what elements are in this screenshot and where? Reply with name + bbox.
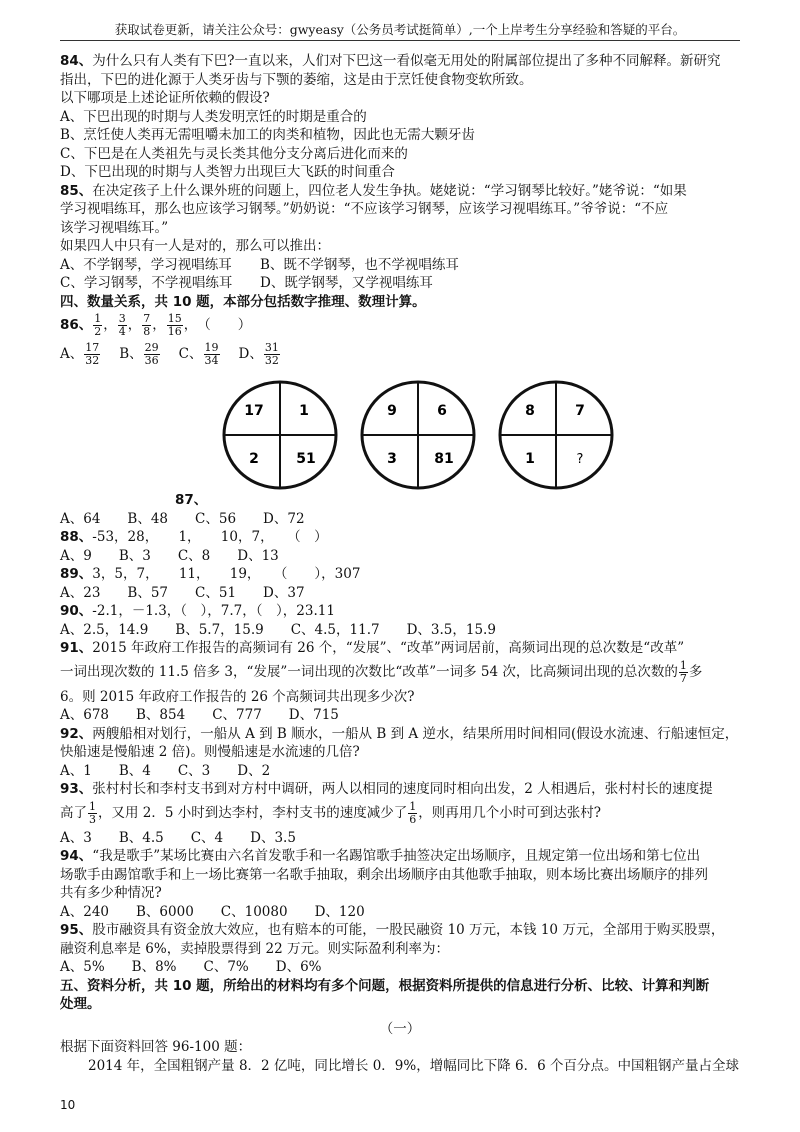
q92-stem2: 快船速是慢船速 2 倍)。则慢船速是水流速的几倍? <box>60 744 360 760</box>
q95-line1 <box>60 921 740 940</box>
section-5-title-line1: 五、资料分析，共 10 题，所给出的材料均有多个问题，根据资料所提供的信息进行分析、比较、计算和判断 <box>60 977 710 994</box>
q85-option-c: C、学习钢琴，不学视唱练耳 <box>60 275 233 291</box>
q86-seq-1: $\frac{1}{2}$ <box>94 311 102 338</box>
section-5-title-line2: 处理。 <box>60 996 101 1012</box>
q92-line1 <box>60 725 740 744</box>
q84-option-b: B、烹饪使人类再无需咀嚼未加工的肉类和植物，因此也无需大颗牙齿 <box>60 127 475 143</box>
q85-options-cd <box>60 274 740 293</box>
q87-c3-bl: 1 <box>525 451 535 467</box>
q86-number: 86、 <box>60 316 93 333</box>
q95-number: 95、 <box>60 922 93 938</box>
q87-c2-br: 81 <box>434 451 454 467</box>
header-divider <box>60 40 740 41</box>
q84-option-a: A、下巴出现的时期与人类发明烹饪的时期是重合的 <box>60 108 367 125</box>
q85-ask: 如果四人中只有一人是对的，那么可以推出： <box>60 238 330 254</box>
q91-options: A、678 B、854 C、777 D、715 <box>60 707 339 723</box>
q94-options: A、240 B、6000 C、10080 D、120 <box>60 903 365 920</box>
q91-stem1: 2015 年政府工作报告的高频词有 26 个，“发展”、“改革”两词居前，高频词出现的总次数是“改革” <box>92 640 685 656</box>
q84-stem2: 指出，下巴的进化源于人类牙齿与下颚的萎缩，这是由于烹饪使食物变软所致。 <box>60 71 533 88</box>
q95-stem2: 融资利息率是 6%，卖掉股票得到 22 万元。则实际盈利利率为： <box>60 940 449 957</box>
q95-stem1: 股市融资具有资金放大效应，也有赔本的可能，一股民融资 10 万元，本钱 10 万元，全部用于购买股票， <box>92 922 725 938</box>
q87-c1-br: 51 <box>296 451 316 467</box>
q94-line1 <box>60 847 740 866</box>
q85-option-d: D、既学钢琴，又学视唱练耳 <box>260 275 433 291</box>
q91-fraction: $\frac{1}{7}$ <box>679 659 687 685</box>
q86-option-d: D、 $\frac{31}{32}$ <box>238 340 279 367</box>
q85-options-ab <box>60 256 740 275</box>
q93-line1 <box>60 780 740 799</box>
q86-line: 86、 $\frac{1}{2}$ ， $\frac{3}{4}$ ， $\frac{7}{8}$ ， $\frac{15}{16}$ ， （ ） <box>60 311 252 338</box>
q93-stem1: 张村村长和李村支书到对方村中调研，两人以相同的速度同时相向出发，2 人相遇后，张村村长的速度提 <box>92 781 713 797</box>
q91-line1 <box>60 639 740 658</box>
q87-circle-2 <box>356 379 480 491</box>
q85-stem2: 学习视唱练耳，那么也应该学习钢琴。”奶奶说：“不应该学习钢琴，应该学习视唱练耳。”爷爷说：“不应 <box>60 201 669 217</box>
q90-options: A、2.5，14.9 B、5.7，15.9 C、4.5，11.7 D、3.5，15.9 <box>60 621 496 638</box>
q94-stem1: “我是歌手”某场比赛由六名首发歌手和一名踢馆歌手抽签决定出场顺序，且规定第一位出场和第七位出 <box>92 848 701 864</box>
q90-number: 90、 <box>60 603 93 619</box>
q92-number: 92、 <box>60 725 93 742</box>
q85-line1 <box>60 182 740 201</box>
q85-option-b: B、既不学钢琴，也不学视唱练耳 <box>260 256 459 273</box>
q84-ask: 以下哪项是上述论证所依赖的假设? <box>60 90 270 106</box>
q91-stem2b: 多 <box>688 664 703 681</box>
q92-options: A、1 B、4 C、3 D、2 <box>60 762 271 779</box>
q86-option-c: C、 $\frac{19}{34}$ <box>178 340 219 367</box>
q84-stem1: 为什么只有人类有下巴?一直以来，人们对下巴这一看似毫无用处的附属部位提出了多种不同解释。新研究 <box>92 53 721 69</box>
material-paragraph: 2014 年，全国粗钢产量 8．2 亿吨，同比增长 0．9%，增幅同比下降 6．6 个百分点。中国粗钢产量占全球 <box>88 1057 739 1074</box>
q87-figure <box>60 379 740 491</box>
page-header: 获取试卷更新，请关注公众号：gwyeasy（公务员考试挺简单）,一个上岸考生分享经验和答疑的平台。 <box>114 22 686 37</box>
q85-stem3: 该学习视唱练耳。” <box>60 219 169 236</box>
q86-blank: （ ） <box>197 316 252 333</box>
q84-line1 <box>60 52 740 71</box>
q93-fraction-2: $\frac{1}{6}$ <box>409 800 417 826</box>
q87-c1-bl: 2 <box>249 451 259 467</box>
q87-c2-tr: 6 <box>437 403 447 419</box>
q93-stem2a: 高了 <box>60 805 87 822</box>
q87-number: 87、 <box>175 492 208 508</box>
q85-option-a: A、不学钢琴，学习视唱练耳 <box>60 256 232 273</box>
q87-circle-3 <box>494 379 618 491</box>
q87-c2-tl: 9 <box>387 403 397 419</box>
q89-number: 89、 <box>60 566 93 582</box>
q86-option-b: B、 $\frac{29}{36}$ <box>119 340 159 367</box>
q86-seq-3: $\frac{7}{8}$ <box>143 311 151 338</box>
q93-number: 93、 <box>60 781 93 797</box>
q86-seq-2: $\frac{3}{4}$ <box>118 311 126 338</box>
q86-seq-4: $\frac{15}{16}$ <box>167 311 182 338</box>
q85-number: 85、 <box>60 182 93 199</box>
q90-line <box>60 602 740 621</box>
q90-stem: -2.1，－1.3，（ ），7.7，（ ），23.11 <box>92 603 335 619</box>
q91-number: 91、 <box>60 640 93 656</box>
q87-number-line <box>60 491 740 510</box>
q91-stem2a: 一词出现次数的 11.5 倍多 3，“发展”一词出现的次数比“改革”一词多 54 次，比高频词出现的总次数的 <box>60 664 678 681</box>
q91-line2 <box>60 658 740 688</box>
q93-options: A、3 B、4.5 C、4 D、3.5 <box>60 829 296 846</box>
section-4-title: 四、数量关系，共 10 题，本部分包括数字推理、数理计算。 <box>60 293 426 310</box>
q89-stem: 3，5，7， 11， 19， （ ），307 <box>92 566 361 582</box>
q94-stem2: 场歌手由踢馆歌手和上一场比赛第一名歌手抽取，剩余出场顺序由其他歌手抽取，则本场比赛出场顺序的排列 <box>60 866 708 883</box>
q87-circle-1 <box>218 379 342 491</box>
q87-c1-tr: 1 <box>299 403 309 419</box>
q92-stem1: 两艘船相对划行，一船从 A 到 B 顺水，一船从 B 到 A 逆水，结果所用时间相同(假设水流速、行船速恒定， <box>92 725 739 742</box>
q91-stem3: 6。则 2015 年政府工作报告的 26 个高频词共出现多少次? <box>60 688 415 705</box>
q84-option-c: C、下巴是在人类祖先与灵长类其他分支分离后进化而来的 <box>60 145 408 162</box>
q85-stem1: 在决定孩子上什么课外班的问题上，四位老人发生争执。姥姥说：“学习钢琴比较好。”姥爷说：“如果 <box>92 182 687 199</box>
q88-line <box>60 528 740 547</box>
q93-fraction-1: $\frac{1}{3}$ <box>89 800 96 826</box>
q89-options: A、23 B、57 C、51 D、37 <box>60 584 305 601</box>
q88-stem: -53，28， 1， 10，7， （ ） <box>92 529 328 545</box>
material-intro: 根据下面资料回答 96-100 题： <box>60 1039 252 1055</box>
q87-options: A、64 B、48 C、56 D、72 <box>60 510 305 527</box>
q94-number: 94、 <box>60 848 93 864</box>
q87-c2-bl: 3 <box>387 451 397 467</box>
q87-c3-br: ? <box>576 452 584 467</box>
q95-options: A、5% B、8% C、7% D、6% <box>60 959 322 975</box>
q87-c3-tr: 7 <box>575 403 585 419</box>
part-heading: （一） <box>379 1020 421 1037</box>
q86-options <box>60 339 740 369</box>
exam-content <box>60 52 740 1075</box>
q87-c1-tl: 17 <box>244 403 264 419</box>
q89-line <box>60 565 740 584</box>
q94-stem3: 共有多少种情况? <box>60 885 162 901</box>
q93-line2 <box>60 799 740 829</box>
q88-number: 88、 <box>60 529 93 545</box>
q93-stem2c: ，则再用几个小时可到达张村? <box>418 805 602 822</box>
q86-option-a: A、 $\frac{17}{32}$ <box>60 340 100 367</box>
q87-c3-tl: 8 <box>525 403 535 419</box>
q84-number: 84、 <box>60 53 93 69</box>
q88-options: A、9 B、3 C、8 D、13 <box>60 547 279 564</box>
q84-option-d: D、下巴出现的时期与人类智力出现巨大飞跃的时间重合 <box>60 164 395 180</box>
q93-stem2b: ，又用 2．5 小时到达李村，李村支书的速度减少了 <box>98 805 408 822</box>
page-number: 10 <box>60 1098 76 1112</box>
